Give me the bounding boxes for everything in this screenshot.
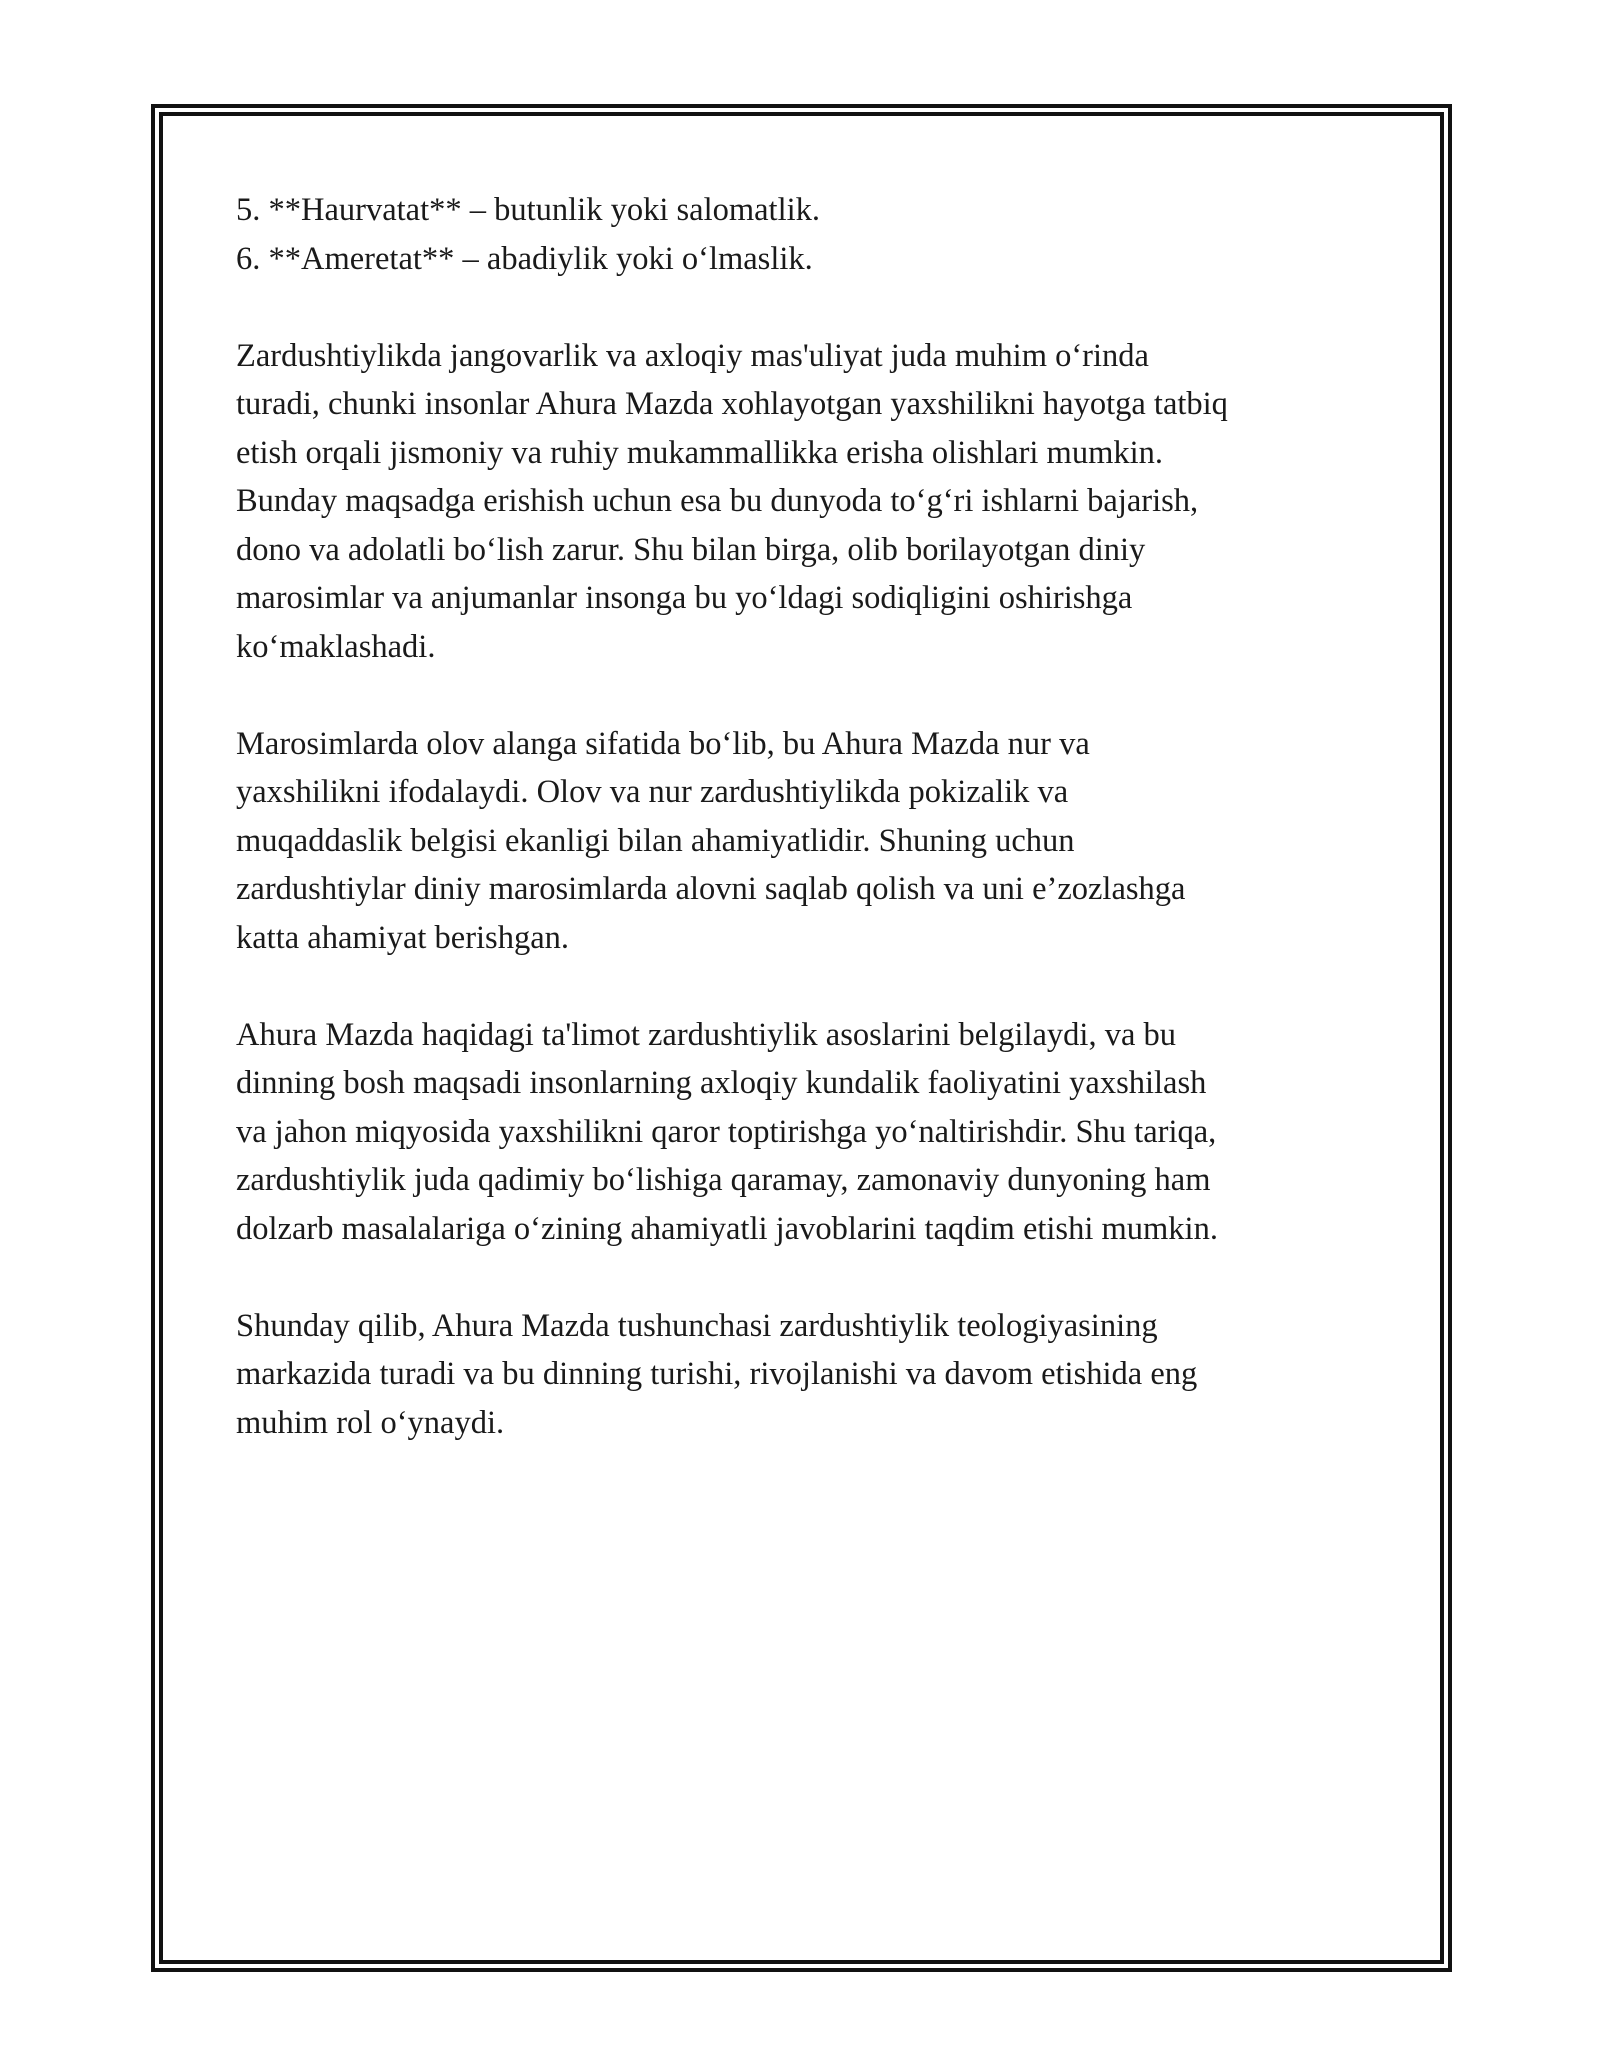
- paragraph: [236, 332, 1376, 672]
- paragraph-line: dolzarb masalalariga o‘zining ahamiyatli javoblarini taqdim etishi mumkin.: [236, 1210, 1218, 1247]
- paragraph-line: yaxshilikni ifodalaydi. Olov va nur zardushtiylikda pokizalik va: [236, 774, 1069, 810]
- paragraph-line: zardushtiylar diniy marosimlarda alovni saqlab qolish va uni e’zozlashga: [236, 871, 1186, 907]
- paragraph-line: dono va adolatli bo‘lish zarur. Shu bilan birga, olib borilayotgan diniy: [236, 531, 1146, 568]
- list-item: 6. **Ameretat** – abadiylik yoki o‘lmaslik.: [236, 240, 813, 277]
- paragraph-line: etish orqali jismoniy va ruhiy mukammallikka erisha olishlari mumkin.: [236, 434, 1164, 471]
- paragraph: [236, 1011, 1376, 1254]
- paragraph: [236, 720, 1376, 963]
- paragraph-line: muqaddaslik belgisi ekanligi bilan ahamiyatlidir. Shuning uchun: [236, 822, 1075, 859]
- paragraph-line: markazida turadi va bu dinning turishi, rivojlanishi va davom etishida eng: [236, 1356, 1198, 1392]
- paragraph-line: muhim rol o‘ynaydi.: [236, 1404, 505, 1441]
- paragraph-line: katta ahamiyat berishgan.: [236, 919, 569, 956]
- document-body: [236, 186, 1376, 1447]
- list-item: 5. **Haurvatat** – butunlik yoki salomatlik.: [236, 192, 821, 228]
- paragraph-line: Ahura Mazda haqidagi ta'limot zardushtiylik asoslarini belgilaydi, va bu: [236, 1016, 1176, 1053]
- paragraph-line: ko‘maklashadi.: [236, 628, 436, 665]
- paragraph-line: marosimlar va anjumanlar insonga bu yo‘ldagi sodiqligini oshirishga: [236, 580, 1133, 616]
- paragraph-line: dinning bosh maqsadi insonlarning axloqiy kundalik faoliyatini yaxshilash: [236, 1065, 1207, 1101]
- paragraph-line: Zardushtiylikda jangovarlik va axloqiy mas'uliyat juda muhim o‘rinda: [236, 337, 1149, 374]
- paragraph-line: zardushtiylik juda qadimiy bo‘lishiga qaramay, zamonaviy dunyoning ham: [236, 1162, 1211, 1198]
- paragraph-line: va jahon miqyosida yaxshilikni qaror toptirishga yo‘naltirishdir. Shu tariqa,: [236, 1113, 1217, 1150]
- paragraph-line: turadi, chunki insonlar Ahura Mazda xohlayotgan yaxshilikni hayotga tatbiq: [236, 386, 1228, 422]
- paragraph-line: Marosimlarda olov alanga sifatida bo‘lib, bu Ahura Mazda nur va: [236, 725, 1090, 762]
- paragraph: [236, 1302, 1376, 1448]
- paragraph-line: Shunday qilib, Ahura Mazda tushunchasi zardushtiylik teologiyasining: [236, 1307, 1158, 1344]
- paragraph-line: Bunday maqsadga erishish uchun esa bu dunyoda to‘g‘ri ishlarni bajarish,: [236, 483, 1199, 519]
